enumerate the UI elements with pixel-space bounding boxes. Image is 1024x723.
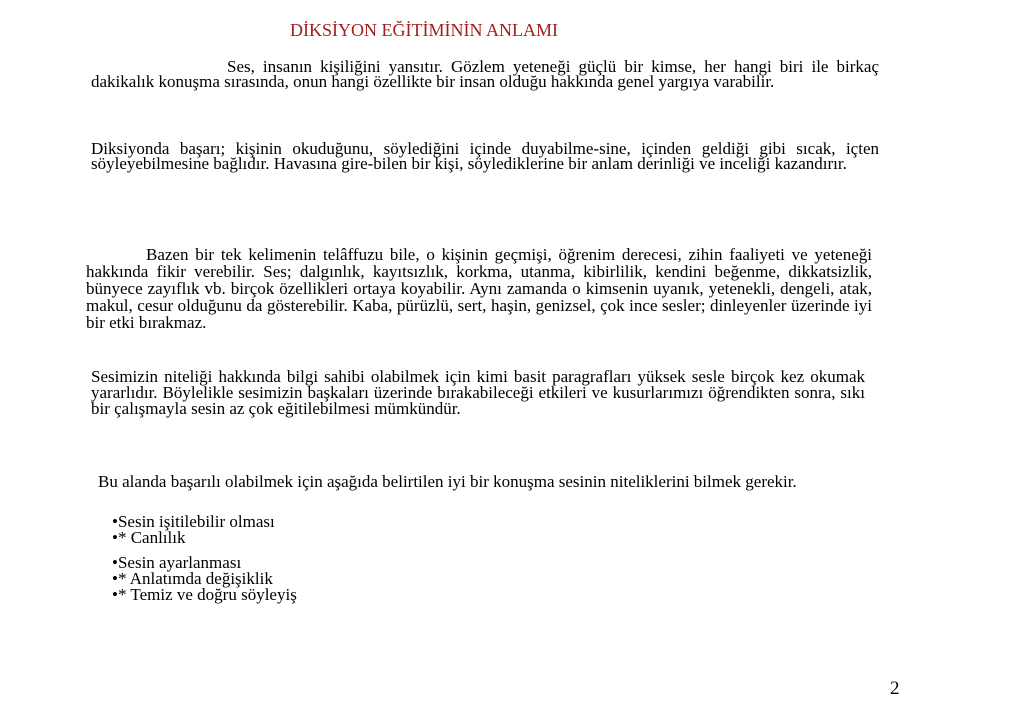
slide-title: DİKSİYON EĞİTİMİNİN ANLAMI [290, 20, 558, 40]
list-item: •* Anlatımda değişiklik [112, 569, 273, 588]
bullet-list-2 [112, 555, 297, 603]
paragraph-3 [86, 246, 872, 331]
bullet-list-1 [112, 514, 275, 546]
list-item: •* Canlılık [112, 528, 186, 547]
list-item: •Sesin işitilebilir olması [112, 512, 275, 531]
paragraph-3-text: Bazen bir tek kelimenin telâffuzu bile, o kişinin geçmişi, öğrenim derecesi, zihin faaliyeti ve yeteneği hakkında fikir verebilir. Ses; dalgınlık, kayıtsızlık, korkma, utanma, kibirlilik, kendini beğenme, dikkatsizlik, bünyece zayıflık vb. birçok özellikleri ortaya koyabilir. Aynı zamanda o kimsenin uyanık, yetenekli, dengeli, atak, makul, cesur olduğunu da gösterebilir. Kaba, pürüzlü, sert, haşin, genizsel, çok ince sesler; dinleyenler üzerinde iyi bir etki bırakmaz. [86, 245, 872, 332]
page-number: 2 [890, 678, 900, 699]
list-item: •* Temiz ve doğru söyleyiş [112, 585, 297, 604]
paragraph-2: Diksiyonda başarı; kişinin okuduğunu, söylediğini içinde duyabilme-sine, içinden geldiği gibi sıcak, içten söyleyebilmesine bağlıdır. Havasına gire-bilen bir kişi, söylediklerine bir anlam derinliği ve inceliği kazandırır. [91, 139, 879, 173]
paragraph-5: Bu alanda başarılı olabilmek için aşağıda belirtilen iyi bir konuşma sesinin niteliklerini bilmek gerekir. [98, 472, 797, 491]
list-item: •Sesin ayarlanması [112, 553, 242, 572]
paragraph-1-text: Ses, insanın kişiliğini yansıtır. Gözlem yeteneği güçlü bir kimse, her hangi biri ile birkaç dakikalık konuşma sırasında, onun hangi özellikte bir insan olduğu hakkında genel yargıya varabilir. [91, 57, 879, 91]
paragraph-4: Sesimizin niteliği hakkında bilgi sahibi olabilmek için kimi basit paragrafları yüksek sesle birçok kez okumak yararlıdır. Böylelikle sesimizin başkaları üzerinde bırakabileceği etkileri ve kusurlarımızı öğrendikten sonra, sıkı bir çalışmayla sesin az çok eğitilebilmesi mümkündür. [91, 367, 865, 418]
paragraph-1 [91, 59, 879, 89]
